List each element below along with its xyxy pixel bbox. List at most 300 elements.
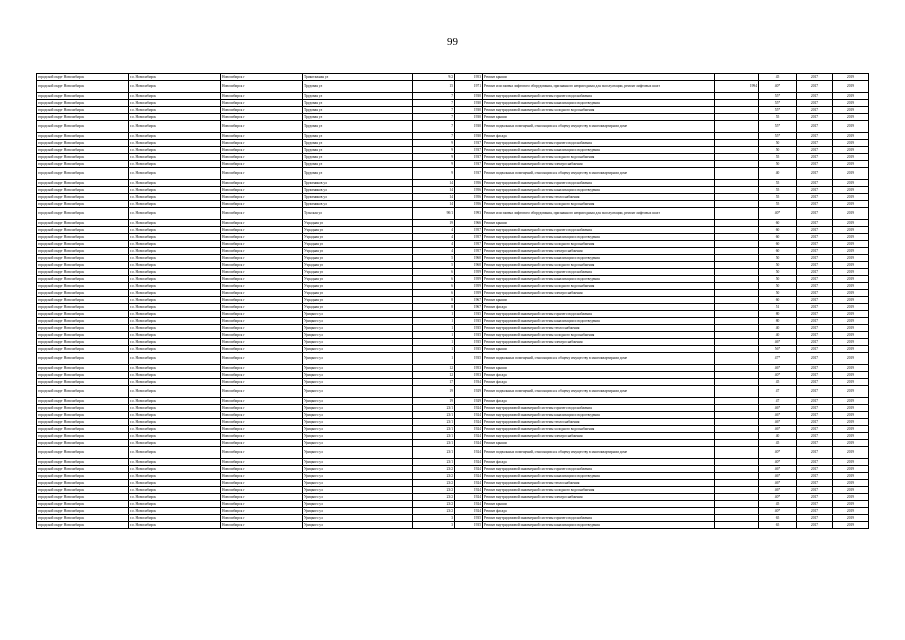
year-cell: 1924 [455,447,483,459]
work-type-cell: Ремонт крыши [483,114,715,121]
table-row [37,220,869,227]
end-year-cell: 2019 [833,93,869,100]
city-cell: Новосибирск г [221,133,303,140]
municipality-cell: городской округ Новосибирск [37,365,129,372]
municipality-cell: городской округ Новосибирск [37,201,129,208]
house-cell: 23/2 [413,466,455,473]
page-number: 99 [447,36,458,48]
work-type-cell: Ремонт внутридомовой инженерной системы канализации и водоотведения [483,522,715,529]
house-cell: 1 [413,332,455,339]
work-type-cell: Ремонт внутридомовой инженерной системы холодного водоснабжения [483,154,715,161]
start-year-cell: 2017 [797,81,833,93]
settlement-cell: г.о. Новосибирск [129,187,221,194]
street-cell: Урицкого ул [303,473,413,480]
work-type-cell: Ремонт внутридомовой инженерной системы канализации и водоотведения [483,187,715,194]
table-row [37,494,869,501]
street-cell: Урицкого ул [303,501,413,508]
street-cell: Тружеников ул [303,187,413,194]
work-type-cell: Ремонт фасада [483,459,715,466]
street-cell: Тружеников ул [303,194,413,201]
elevator-year-cell [715,100,759,107]
city-cell: Новосибирск г [221,276,303,283]
street-cell: Учрадная ул [303,220,413,227]
elevator-year-cell [715,147,759,154]
street-cell: Трудовая ул [303,107,413,114]
table-row [37,269,869,276]
table-body [37,74,869,529]
wear-cell: 46* [759,365,797,372]
house-cell: 14 [413,180,455,187]
year-cell: 1937 [455,154,483,161]
settlement-cell: г.о. Новосибирск [129,262,221,269]
municipality-cell: городской округ Новосибирск [37,133,129,140]
elevator-year-cell [715,194,759,201]
end-year-cell: 2019 [833,107,869,114]
street-cell: Урицкого ул [303,372,413,379]
work-type-cell: Ремонт внутридомовой инженерной системы горячего водоснабжения [483,405,715,412]
end-year-cell: 2019 [833,201,869,208]
table-row [37,459,869,466]
municipality-cell: городской округ Новосибирск [37,311,129,318]
municipality-cell: городской округ Новосибирск [37,515,129,522]
end-year-cell: 2019 [833,262,869,269]
settlement-cell: г.о. Новосибирск [129,168,221,180]
start-year-cell: 2017 [797,234,833,241]
street-cell: Урицкого ул [303,515,413,522]
elevator-year-cell [715,426,759,433]
work-type-cell: Ремонт внутридомовой инженерной системы теплоснабжения [483,480,715,487]
work-type-cell: Ремонт внутридомовой инженерной системы горячего водоснабжения [483,515,715,522]
wear-cell: 40* [759,494,797,501]
wear-cell: 55* [759,133,797,140]
work-type-cell: Ремонт фасада [483,304,715,311]
settlement-cell: г.о. Новосибирск [129,447,221,459]
table-row [37,154,869,161]
year-cell: 1956 [455,180,483,187]
wear-cell: 50 [759,283,797,290]
city-cell: Новосибирск г [221,487,303,494]
wear-cell: 46* [759,473,797,480]
table-row [37,227,869,234]
street-cell: Тульская ул [303,208,413,220]
elevator-year-cell [715,332,759,339]
year-cell: 1956 [455,201,483,208]
elevator-year-cell [715,241,759,248]
city-cell: Новосибирск г [221,353,303,365]
end-year-cell: 2019 [833,114,869,121]
table-row [37,318,869,325]
elevator-year-cell [715,168,759,180]
municipality-cell: городской округ Новосибирск [37,114,129,121]
elevator-year-cell [715,372,759,379]
work-type-cell: Ремонт крыши [483,440,715,447]
settlement-cell: г.о. Новосибирск [129,332,221,339]
year-cell: 1967 [455,297,483,304]
wear-cell: 47 [759,386,797,398]
house-cell: 17 [413,379,455,386]
end-year-cell: 2019 [833,297,869,304]
house-cell: 5 [413,255,455,262]
house-cell: 23/1 [413,459,455,466]
street-cell: Учрадная ул [303,241,413,248]
work-type-cell: Ремонт внутридомовой инженерной системы электроснабжения [483,290,715,297]
work-type-cell: Ремонт внутридомовой инженерной системы канализации и водоотведения [483,318,715,325]
street-cell: Учрадная ул [303,297,413,304]
house-cell: 15 [413,81,455,93]
start-year-cell: 2017 [797,426,833,433]
settlement-cell: г.о. Новосибирск [129,419,221,426]
settlement-cell: г.о. Новосибирск [129,433,221,440]
start-year-cell: 2017 [797,419,833,426]
elevator-year-cell [715,180,759,187]
start-year-cell: 2017 [797,325,833,332]
elevator-year-cell [715,459,759,466]
wear-cell: 55 [759,114,797,121]
end-year-cell: 2019 [833,220,869,227]
city-cell: Новосибирск г [221,440,303,447]
wear-cell: 55* [759,121,797,133]
settlement-cell: г.о. Новосибирск [129,339,221,346]
municipality-cell: городской округ Новосибирск [37,290,129,297]
year-cell: 1935 [455,311,483,318]
municipality-cell: городской округ Новосибирск [37,168,129,180]
year-cell: 1937 [455,168,483,180]
street-cell: Трикотажная ул [303,74,413,81]
start-year-cell: 2017 [797,372,833,379]
table-row [37,140,869,147]
municipality-cell: городской округ Новосибирск [37,447,129,459]
city-cell: Новосибирск г [221,405,303,412]
table-row [37,107,869,114]
elevator-year-cell [715,255,759,262]
table-row [37,386,869,398]
city-cell: Новосибирск г [221,168,303,180]
street-cell: Урицкого ул [303,346,413,353]
settlement-cell: г.о. Новосибирск [129,290,221,297]
start-year-cell: 2017 [797,74,833,81]
year-cell: 1924 [455,480,483,487]
house-cell: 1 [413,353,455,365]
settlement-cell: г.о. Новосибирск [129,269,221,276]
work-type-cell: Ремонт внутридомовой инженерной системы горячего водоснабжения [483,140,715,147]
city-cell: Новосибирск г [221,365,303,372]
end-year-cell: 2019 [833,241,869,248]
city-cell: Новосибирск г [221,473,303,480]
year-cell: 1959 [455,283,483,290]
settlement-cell: г.о. Новосибирск [129,121,221,133]
end-year-cell: 2019 [833,194,869,201]
house-cell: 23/2 [413,508,455,515]
work-type-cell: Ремонт внутридомовой инженерной системы холодного водоснабжения [483,241,715,248]
start-year-cell: 2017 [797,346,833,353]
wear-cell: 50 [759,276,797,283]
house-cell: 4 [413,241,455,248]
street-cell: Урицкого ул [303,426,413,433]
start-year-cell: 2017 [797,379,833,386]
elevator-year-cell [715,419,759,426]
street-cell: Учрадная ул [303,290,413,297]
table-row [37,325,869,332]
settlement-cell: г.о. Новосибирск [129,365,221,372]
wear-cell: 40* [759,372,797,379]
city-cell: Новосибирск г [221,379,303,386]
end-year-cell: 2019 [833,161,869,168]
start-year-cell: 2017 [797,154,833,161]
house-cell: 12 [413,372,455,379]
end-year-cell: 2019 [833,440,869,447]
settlement-cell: г.о. Новосибирск [129,220,221,227]
wear-cell: 50 [759,290,797,297]
city-cell: Новосибирск г [221,74,303,81]
city-cell: Новосибирск г [221,81,303,93]
wear-cell: 46* [759,419,797,426]
end-year-cell: 2019 [833,147,869,154]
street-cell: Урицкого ул [303,365,413,372]
work-type-cell: Ремонт внутридомовой инженерной системы теплоснабжения [483,325,715,332]
table-row [37,447,869,459]
settlement-cell: г.о. Новосибирск [129,208,221,220]
house-cell: 3 [413,522,455,529]
elevator-year-cell [715,227,759,234]
year-cell: 1935 [455,318,483,325]
table-row [37,147,869,154]
wear-cell: 50 [759,140,797,147]
settlement-cell: г.о. Новосибирск [129,412,221,419]
end-year-cell: 2019 [833,227,869,234]
table-row [37,398,869,405]
settlement-cell: г.о. Новосибирск [129,372,221,379]
year-cell: 1953 [455,372,483,379]
end-year-cell: 2019 [833,81,869,93]
elevator-year-cell [715,501,759,508]
table-row [37,194,869,201]
settlement-cell: г.о. Новосибирск [129,241,221,248]
year-cell: 1956 [455,194,483,201]
settlement-cell: г.о. Новосибирск [129,248,221,255]
elevator-year-cell [715,386,759,398]
house-cell: 90/1 [413,208,455,220]
municipality-cell: городской округ Новосибирск [37,297,129,304]
elevator-year-cell [715,346,759,353]
work-type-cell: Ремонт внутридомовой инженерной системы теплоснабжения [483,419,715,426]
city-cell: Новосибирск г [221,332,303,339]
work-type-cell: Ремонт внутридомовой инженерной системы электроснабжения [483,248,715,255]
settlement-cell: г.о. Новосибирск [129,81,221,93]
settlement-cell: г.о. Новосибирск [129,487,221,494]
table-row [37,201,869,208]
elevator-year-cell [715,276,759,283]
elevator-year-cell [715,262,759,269]
year-cell: 1935 [455,346,483,353]
work-type-cell: Ремонт фасада [483,508,715,515]
work-type-cell: Ремонт крыши [483,297,715,304]
end-year-cell: 2019 [833,433,869,440]
settlement-cell: г.о. Новосибирск [129,501,221,508]
elevator-year-cell [715,339,759,346]
year-cell: 1924 [455,459,483,466]
elevator-year-cell [715,515,759,522]
year-cell: 1937 [455,161,483,168]
table-row [37,133,869,140]
city-cell: Новосибирск г [221,339,303,346]
city-cell: Новосибирск г [221,161,303,168]
municipality-cell: городской округ Новосибирск [37,440,129,447]
start-year-cell: 2017 [797,100,833,107]
street-cell: Урицкого ул [303,379,413,386]
street-cell: Урицкого ул [303,332,413,339]
wear-cell: 45 [759,440,797,447]
table-row [37,487,869,494]
house-cell: 6 [413,283,455,290]
street-cell: Урицкого ул [303,419,413,426]
end-year-cell: 2019 [833,379,869,386]
city-cell: Новосибирск г [221,433,303,440]
work-type-cell: Ремонт внутридомовой инженерной системы горячего водоснабжения [483,180,715,187]
start-year-cell: 2017 [797,365,833,372]
work-type-cell: Ремонт внутридомовой инженерной системы холодного водоснабжения [483,426,715,433]
end-year-cell: 2019 [833,168,869,180]
start-year-cell: 2017 [797,487,833,494]
city-cell: Новосибирск г [221,480,303,487]
settlement-cell: г.о. Новосибирск [129,459,221,466]
settlement-cell: г.о. Новосибирск [129,100,221,107]
start-year-cell: 2017 [797,133,833,140]
work-type-cell: Ремонт внутридомовой инженерной системы горячего водоснабжения [483,227,715,234]
start-year-cell: 2017 [797,522,833,529]
elevator-year-cell [715,208,759,220]
city-cell: Новосибирск г [221,346,303,353]
start-year-cell: 2017 [797,255,833,262]
street-cell: Учрадная ул [303,255,413,262]
wear-cell: 45 [759,501,797,508]
work-type-cell: Ремонт фасада [483,379,715,386]
settlement-cell: г.о. Новосибирск [129,180,221,187]
wear-cell: 50 [759,147,797,154]
year-cell: 1957 [455,241,483,248]
municipality-cell: городской округ Новосибирск [37,332,129,339]
municipality-cell: городской округ Новосибирск [37,522,129,529]
end-year-cell: 2019 [833,180,869,187]
elevator-year-cell [715,290,759,297]
table-row [37,419,869,426]
elevator-year-cell [715,107,759,114]
start-year-cell: 2017 [797,147,833,154]
city-cell: Новосибирск г [221,194,303,201]
wear-cell: 40 [759,168,797,180]
end-year-cell: 2019 [833,133,869,140]
elevator-year-cell [715,140,759,147]
wear-cell: 55 [759,154,797,161]
start-year-cell: 2017 [797,447,833,459]
start-year-cell: 2017 [797,480,833,487]
street-cell: Трудовая ул [303,147,413,154]
wear-cell: 50 [759,161,797,168]
year-cell: 1924 [455,426,483,433]
start-year-cell: 2017 [797,93,833,100]
year-cell: 1924 [455,440,483,447]
house-cell: 23/1 [413,433,455,440]
wear-cell: 60 [759,241,797,248]
year-cell: 1935 [455,339,483,346]
municipality-cell: городской округ Новосибирск [37,405,129,412]
municipality-cell: городской округ Новосибирск [37,466,129,473]
table-row [37,332,869,339]
municipality-cell: городской округ Новосибирск [37,473,129,480]
wear-cell: 80 [759,311,797,318]
table-row [37,161,869,168]
end-year-cell: 2019 [833,255,869,262]
year-cell: 1924 [455,433,483,440]
house-cell: 6 [413,269,455,276]
settlement-cell: г.о. Новосибирск [129,297,221,304]
settlement-cell: г.о. Новосибирск [129,107,221,114]
house-cell: 9/2 [413,74,455,81]
house-cell: 9 [413,168,455,180]
elevator-year-cell [715,304,759,311]
wear-cell: 50 [759,255,797,262]
end-year-cell: 2019 [833,386,869,398]
work-type-cell: Ремонт крыши [483,501,715,508]
settlement-cell: г.о. Новосибирск [129,440,221,447]
elevator-year-cell [715,248,759,255]
wear-cell: 45 [759,74,797,81]
house-cell: 19 [413,220,455,227]
wear-cell: 56* [759,346,797,353]
municipality-cell: городской округ Новосибирск [37,459,129,466]
start-year-cell: 2017 [797,201,833,208]
house-cell: 9 [413,140,455,147]
house-cell: 14 [413,194,455,201]
house-cell: 1 [413,311,455,318]
table-row [37,255,869,262]
street-cell: Учрадная ул [303,234,413,241]
end-year-cell: 2019 [833,480,869,487]
start-year-cell: 2017 [797,297,833,304]
municipality-cell: городской округ Новосибирск [37,194,129,201]
end-year-cell: 2019 [833,398,869,405]
street-cell: Урицкого ул [303,398,413,405]
work-type-cell: Ремонт подвальных помещений, относящихся к общему имуществу в многоквартирном доме [483,121,715,133]
elevator-year-cell [715,161,759,168]
end-year-cell: 2019 [833,290,869,297]
work-type-cell: Ремонт внутридомовой инженерной системы канализации и водоотведения [483,473,715,480]
end-year-cell: 2019 [833,508,869,515]
wear-cell: 55 [759,187,797,194]
house-cell: 23/2 [413,494,455,501]
city-cell: Новосибирск г [221,227,303,234]
settlement-cell: г.о. Новосибирск [129,386,221,398]
table-row [37,93,869,100]
work-type-cell: Ремонт внутридомовой инженерной системы горячего водоснабжения [483,311,715,318]
city-cell: Новосибирск г [221,466,303,473]
city-cell: Новосибирск г [221,220,303,227]
house-cell: 9 [413,154,455,161]
table-row [37,81,869,93]
wear-cell: 60 [759,297,797,304]
end-year-cell: 2019 [833,208,869,220]
year-cell: 1929 [455,386,483,398]
table-row [37,304,869,311]
house-cell: 14 [413,201,455,208]
city-cell: Новосибирск г [221,508,303,515]
house-cell: 8 [413,297,455,304]
municipality-cell: городской округ Новосибирск [37,187,129,194]
table-row [37,100,869,107]
wear-cell: 46* [759,339,797,346]
city-cell: Новосибирск г [221,311,303,318]
city-cell: Новосибирск г [221,283,303,290]
house-cell: 23/1 [413,426,455,433]
